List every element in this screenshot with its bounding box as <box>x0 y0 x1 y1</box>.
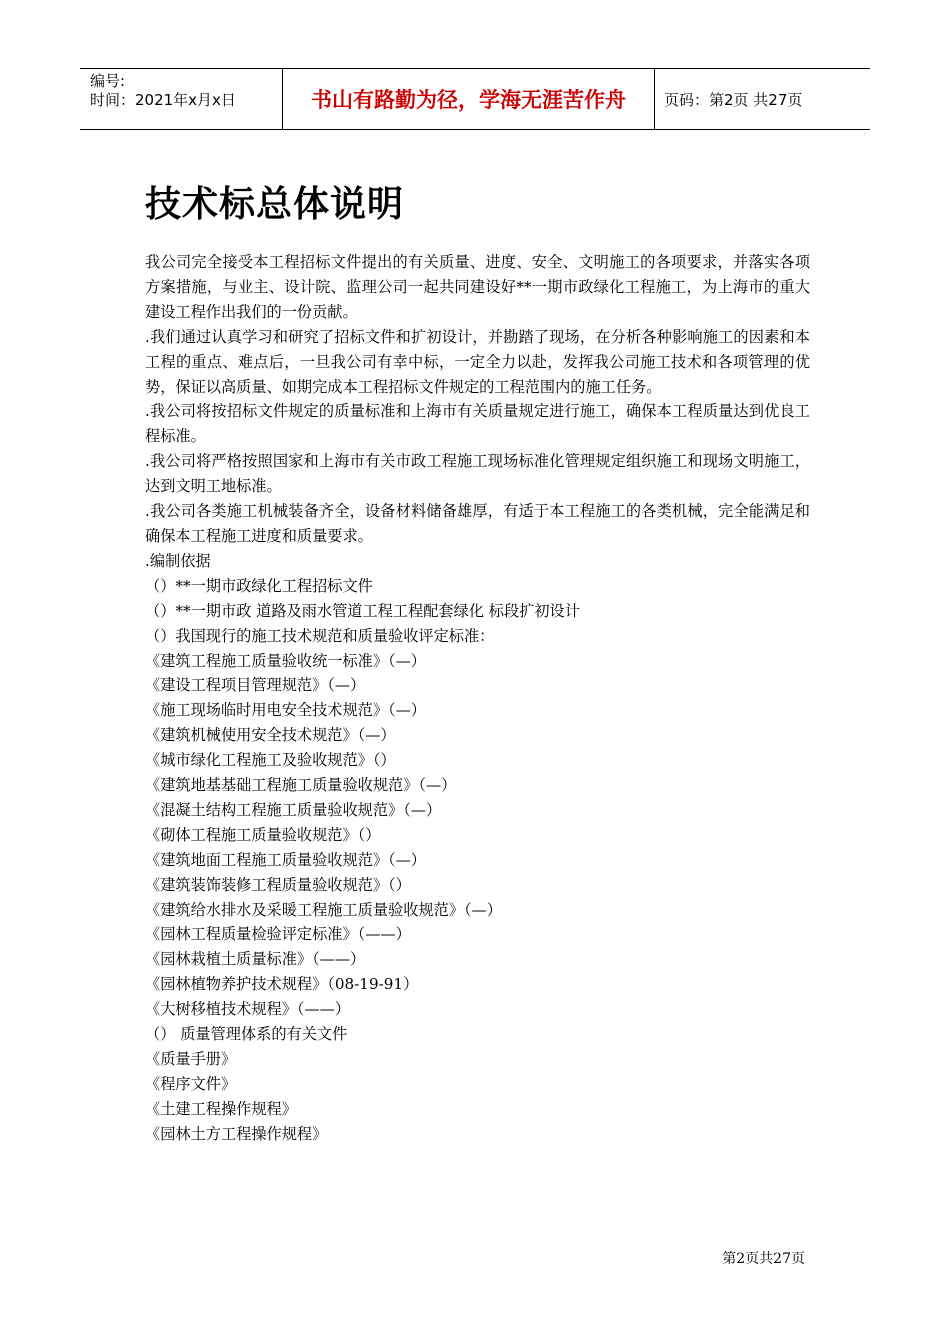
document-body <box>145 250 810 1147</box>
list-item: 《大树移植技术规程》（——） <box>145 1000 351 1019</box>
paragraph: .我公司将严格按照国家和上海市有关市政工程施工现场标准化管理规定组织施工和现场文明施工，达到文明工地标准。 <box>145 452 810 496</box>
header-info-cell <box>80 69 282 129</box>
list-item: 《建筑机械使用安全技术规范》（—） <box>145 726 396 745</box>
list-item: 《园林土方工程操作规程》 <box>145 1124 328 1143</box>
list-item: 《建筑装饰装修工程质量验收规范》（） <box>145 875 411 894</box>
list-item: （）我国现行的施工技术规范和质量验收评定标准： <box>145 626 495 645</box>
list-item: （）**一期市政绿化工程招标文件 <box>145 576 373 595</box>
section-heading: .编制依据 <box>145 551 211 570</box>
list-item: 《城市绿化工程施工及验收规范》（） <box>145 751 396 770</box>
list-item: 《建设工程项目管理规范》（—） <box>145 676 366 695</box>
list-item: 《建筑地面工程施工质量验收规范》（—） <box>145 850 426 869</box>
header-motto: 书山有路勤为径，学海无涯苦作舟 <box>282 69 655 129</box>
list-item: 《园林栽植土质量标准》（——） <box>145 950 366 969</box>
header-page-label: 页码：第2页 共27页 <box>664 90 803 109</box>
list-item: 《程序文件》 <box>145 1074 237 1093</box>
list-item: 《砌体工程施工质量验收规范》（） <box>145 825 381 844</box>
list-item: 《土建工程操作规程》 <box>145 1099 297 1118</box>
list-item: （）**一期市政 道路及雨水管道工程工程配套绿化 标段扩初设计 <box>145 601 580 620</box>
list-item: 《建筑给水排水及采暖工程施工质量验收规范》（—） <box>145 900 502 919</box>
list-item: 《质量手册》 <box>145 1050 237 1068</box>
document-title: 技术标总体说明 <box>145 184 405 225</box>
list-item: 《园林植物养护技术规程》（08-19-91） <box>145 975 419 994</box>
list-item: 《建筑地基基础工程施工质量验收规范》（—） <box>145 776 457 795</box>
list-item: 《施工现场临时用电安全技术规范》（—） <box>145 701 426 720</box>
paragraph: .我公司将按招标文件规定的质量标准和上海市有关质量规定进行施工，确保本工程质量达到优良工程标准。 <box>145 402 810 446</box>
list-item: 《建筑工程施工质量验收统一标准》（—） <box>145 651 426 670</box>
paragraph: 我公司完全接受本工程招标文件提出的有关质量、进度、安全、文明施工的各项要求，并落实各项方案措施，与业主、设计院、监理公司一起共同建设好**一期市政绿化工程施工，为上海市的重大建设工程作出我们的一份贡献。 <box>145 253 810 321</box>
number-label: 编号: <box>90 72 126 90</box>
list-item: 《园林工程质量检验评定标准》（——） <box>145 925 411 944</box>
paragraph: .我们通过认真学习和研究了招标文件和扩初设计，并勘踏了现场，在分析各种影响施工的因素和本工程的重点、难点后，一旦我公司有幸中标，一定全力以赴，发挥我公司施工技术和各项管理的优势，保证以高质量、如期完成本工程招标文件规定的工程范围内的施工任务。 <box>145 327 810 396</box>
list-item: 《混凝土结构工程施工质量验收规范》（—） <box>145 800 442 819</box>
page-footer: 第2页共27页 <box>722 1251 805 1267</box>
list-item: （） 质量管理体系的有关文件 <box>145 1025 348 1044</box>
header-table <box>80 68 870 130</box>
paragraph: .我公司各类施工机械装备齐全，设备材料储备雄厚，有适于本工程施工的各类机械，完全能满足和确保本工程施工进度和质量要求。 <box>145 502 810 545</box>
time-label: 时间：2021年x月x日 <box>90 91 236 109</box>
